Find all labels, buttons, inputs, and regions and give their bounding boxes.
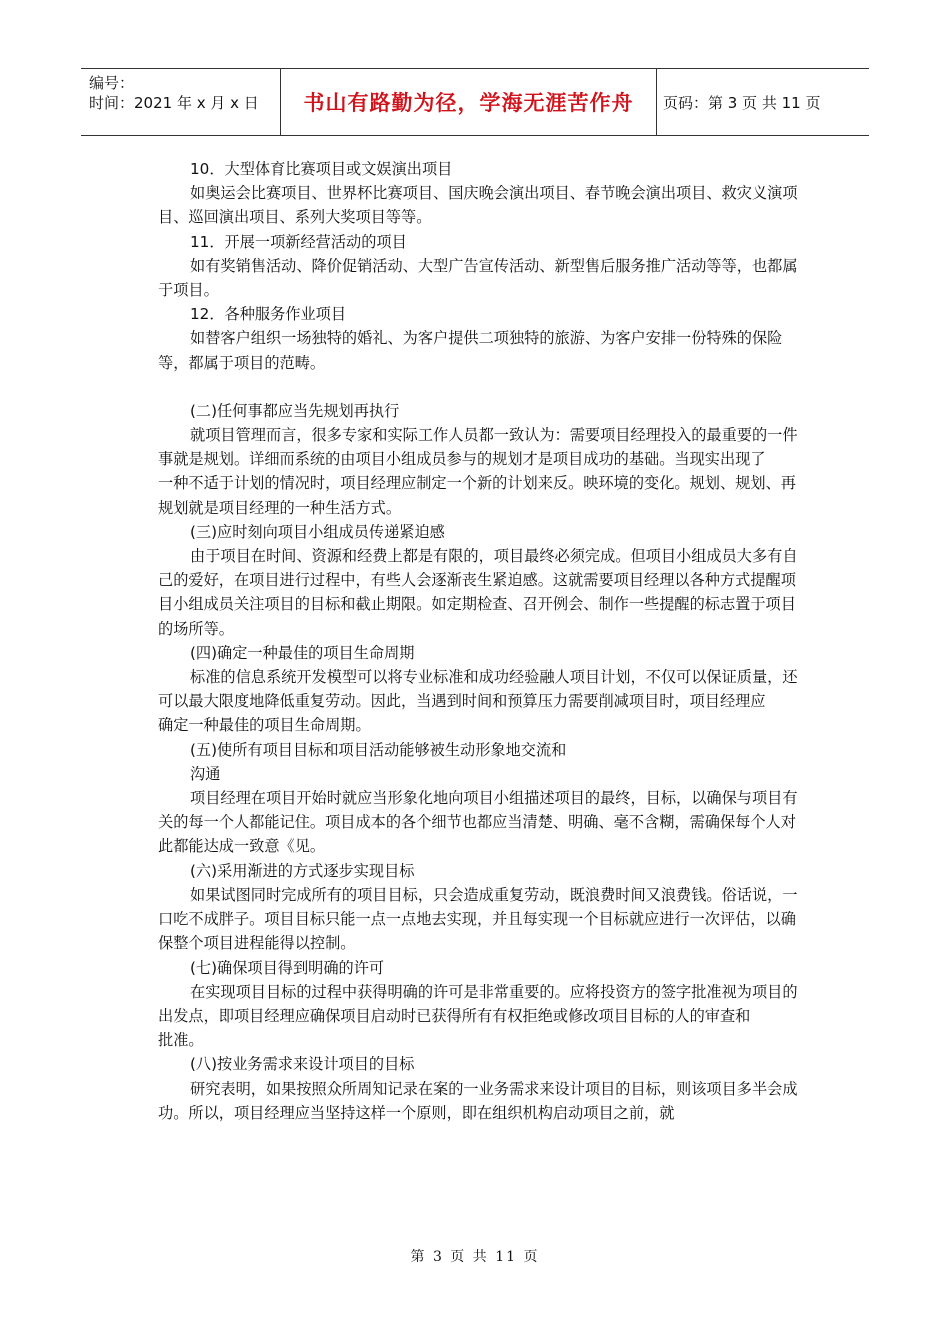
header-page-cell [657,69,869,135]
motto-text: 书山有路勤为径，学海无涯苦作舟 [303,91,634,115]
body-paragraph: (七)确保项目得到明确的许可 [190,958,385,977]
body-paragraph: 研究表明，如果按照众所周知记录在案的一业务需求来设计项目的目标，则该项目多半会成功。所以，项目经理应当坚持这样一个原则，即在组织机构启动项目之前，就 [158,1079,798,1122]
page-number-label: 页码：第 3 页 共 11 页 [663,93,821,112]
body-paragraph: (六)采用渐进的方式逐步实现目标 [190,861,415,880]
document-number-label: 编号： [89,74,135,92]
page-header [81,68,869,136]
header-motto-cell [281,69,657,135]
page-footer: 第 3 页 共 11 页 [410,1249,540,1265]
body-paragraph: 批准。 [158,1031,204,1050]
document-date-label: 时间：2021 年 x 月 x 日 [89,94,259,112]
body-paragraph: (五)使所有项目目标和项目活动能够被生动形象地交流和 [190,740,567,759]
document-body [158,157,798,1125]
body-paragraph: 10．大型体育比赛项目或文娱演出项目 [190,160,453,178]
body-paragraph: 如果试图同时完成所有的项目目标，只会造成重复劳动，既浪费时间又浪费钱。俗话说，一口吃不成胖子。项目目标只能一点一点地去实现，并且每实现一个目标就应进行一次评估，以确保整个项目进程能得以控制。 [158,885,798,953]
header-meta-cell [81,69,281,135]
body-paragraph: 由于项目在时间、资源和经费上都是有限的，项目最终必须完成。但项目小组成员大多有自己的爱好，在项目进行过程中，有些人会逐渐丧生紧迫感。这就需要项目经理以各种方式提醒项目小组成员关注项目的目标和截止期限。如定期检查、召开例会、制作一些提醒的标志置于项目的场所等。 [158,547,798,638]
body-paragraph: (四)确定一种最佳的项目生命周期 [190,643,415,662]
body-paragraph: 12．各种服务作业项目 [190,305,347,324]
body-paragraph: 就项目管理而言，很多专家和实际工作人员都一致认为：需要项目经理投入的最重要的一件事就是规划。详细而系统的由项目小组成员参与的规划才是项目成功的基础。当现实出现了 [158,426,798,469]
body-paragraph: 标准的信息系统开发模型可以将专业标准和成功经验融人项目计划，不仅可以保证质量，还可以最大限度地降低重复劳动。因此，当遇到时间和预算压力需要削减项目时，项目经理应 [158,668,798,711]
body-paragraph: 11．开展一项新经营活动的项目 [190,232,407,251]
body-paragraph: (八)按业务需求来设计项目的目标 [190,1055,415,1074]
body-paragraph: 项目经理在项目开始时就应当形象化地向项目小组描述项目的最终，目标，以确保与项目有关的每一个人都能记住。项目成本的各个细节也都应当清楚、明确、毫不含糊，需确保每个人对此都能达成一致意《见。 [158,789,798,856]
body-paragraph: (二)任何事都应当先规划再执行 [190,401,400,420]
body-paragraph: 沟通 [190,764,221,783]
body-paragraph: 一种不适于计划的情况时，项目经理应制定一个新的计划来反。映环境的变化。规划、规划、再规划就是项目经理的一种生活方式。 [158,474,796,517]
body-paragraph: 如替客户组织一场独特的婚礼、为客户提供二项独特的旅游、为客户安排一份特殊的保险等，都属于项目的范畴。 [158,329,783,372]
body-paragraph: 如奥运会比赛项目、世界杯比赛项目、国庆晚会演出项目、春节晚会演出项目、救灾义演项目、巡回演出项目、系列大奖项目等等。 [158,184,798,227]
body-paragraph: 如有奖销售活动、降价促销活动、大型广告宣传活动、新型售后服务推广活动等等，也都属于项目。 [158,256,798,300]
body-paragraph: 确定一种最佳的项目生命周期。 [158,716,371,735]
body-paragraph: (三)应时刻向项目小组成员传递紧迫感 [190,522,445,541]
body-paragraph: 在实现项目目标的过程中获得明确的许可是非常重要的。应将投资方的签字批准视为项目的出发点，即项目经理应确保项目启动时已获得所有有权拒绝或修改项目目标的人的审查和 [158,982,798,1025]
paragraph-gap [158,375,798,399]
